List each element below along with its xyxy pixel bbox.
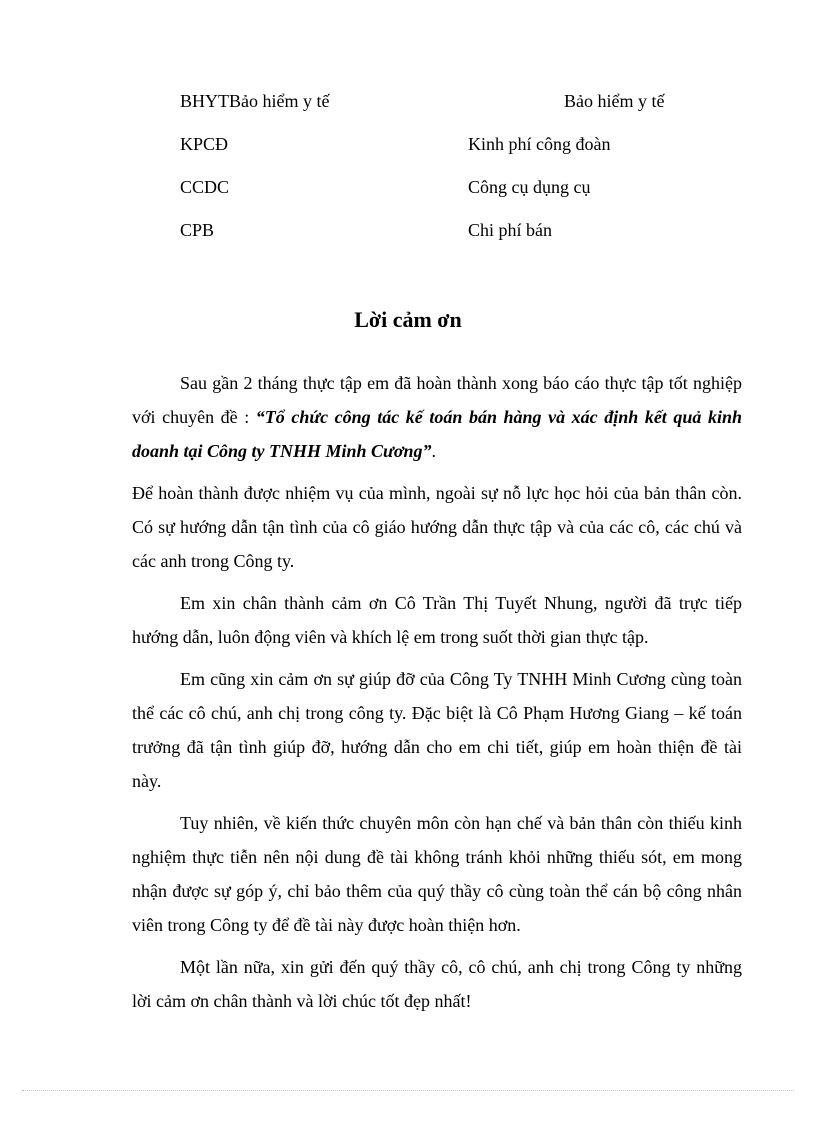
abbreviation-meaning: Kinh phí công đoàn — [468, 134, 611, 154]
abbreviation-row — [180, 172, 700, 215]
paragraph: Một lần nữa, xin gửi đến quý thầy cô, cô chú, anh chị trong Công ty những lời cảm ơn chân thành và lời chúc tốt đẹp nhất! — [132, 957, 742, 1011]
paragraph — [132, 366, 742, 468]
thesis-topic: “Tổ chức công tác kế toán bán hàng và xác định kết quả kinh doanh tại Công ty TNHH Minh Cương” — [132, 407, 742, 461]
page-title: Lời cảm ơn — [354, 307, 462, 332]
abbreviation-code: CCDC — [180, 177, 230, 197]
paragraph: Để hoàn thành được nhiệm vụ của mình, ngoài sự nỗ lực học hỏi của bản thân còn. Có sự hướng dẫn tận tình của cô giáo hướng dẫn thực tập và của các cô, các chú và các anh trong Công ty. — [132, 483, 742, 571]
paragraph: Em cũng xin cảm ơn sự giúp đỡ của Công Ty TNHH Minh Cương cùng toàn thể các cô chú, anh chị trong công ty. Đặc biệt là Cô Phạm Hương Giang – kế toán trưởng đã tận tình giúp đỡ, hướng dẫn cho em chi tiết, giúp em hoàn thiện đề tài này. — [132, 669, 742, 791]
abbreviation-table — [180, 86, 700, 258]
paragraph-lead: Sau gần 2 tháng thực tập em đã hoàn thành xong báo cáo thực tập tốt nghiệp với chuyên đề : — [132, 373, 742, 427]
abbreviation-row — [180, 129, 700, 172]
abbreviation-code: KPCĐ — [180, 134, 229, 154]
abbreviation-row — [180, 86, 700, 129]
page-footer-divider — [22, 1090, 794, 1091]
abbreviation-meaning: Công cụ dụng cụ — [468, 177, 591, 197]
paragraph: Tuy nhiên, về kiến thức chuyên môn còn hạn chế và bản thân còn thiếu kinh nghiệm thực tiễn nên nội dung đề tài không tránh khỏi những thiếu sót, em mong nhận được sự góp ý, chỉ bảo thêm của quý thầy cô cùng toàn thể cán bộ công nhân viên trong Công ty để đề tài này được hoàn thiện hơn. — [132, 813, 742, 935]
abbreviation-row — [180, 215, 700, 258]
abbreviation-code: BHYTBảo hiểm y tế — [180, 91, 330, 111]
abbreviation-meaning: Chi phí bán — [468, 220, 552, 240]
abbreviation-meaning: Bảo hiểm y tế — [564, 91, 665, 111]
abbreviation-code: CPB — [180, 220, 215, 240]
paragraph: Em xin chân thành cảm ơn Cô Trần Thị Tuyết Nhung, người đã trực tiếp hướng dẫn, luôn động viên và khích lệ em trong suốt thời gian thực tập. — [132, 593, 742, 647]
acknowledgement-body — [132, 366, 742, 1026]
paragraph-end: . — [431, 441, 437, 461]
